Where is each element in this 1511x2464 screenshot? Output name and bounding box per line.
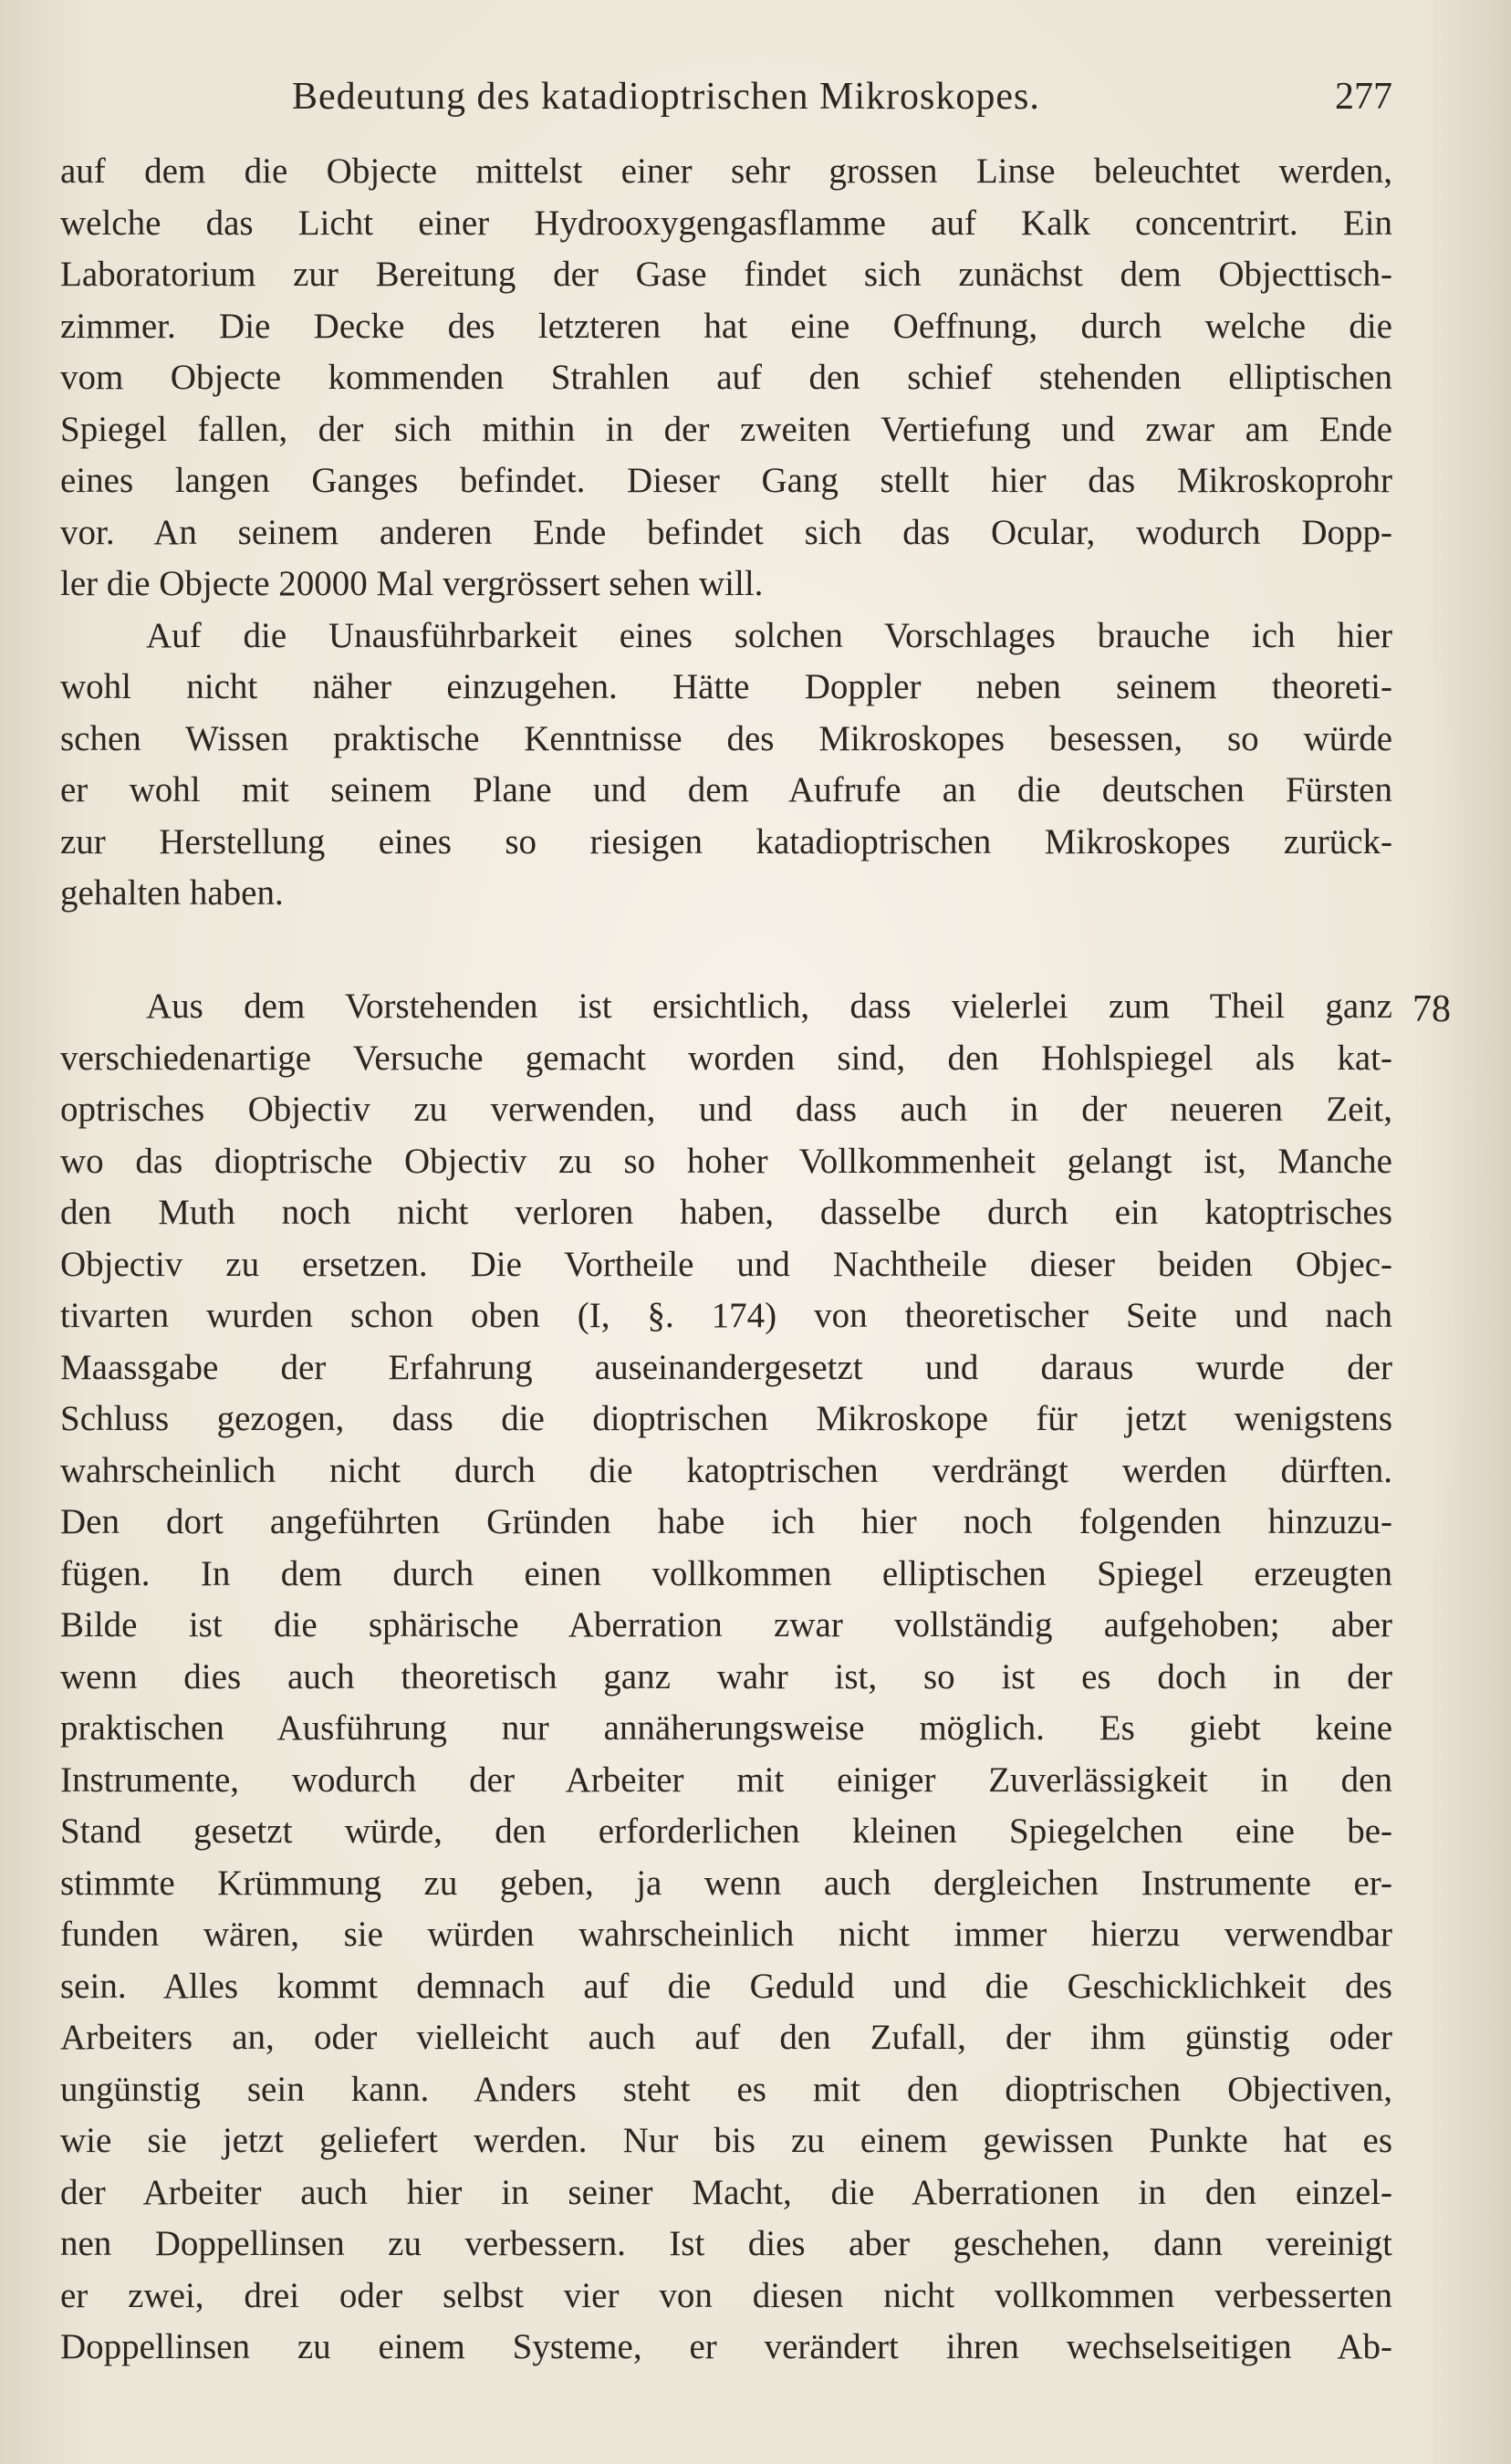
text-line: funden wären, sie würden wahrscheinlich nicht immer hierzu verwendbar: [60, 1915, 1392, 1954]
text-line: wie sie jetzt geliefert werden. Nur bis zu einem gewissen Punkte hat es: [60, 2121, 1392, 2160]
text-line: Arbeiters an, oder vielleicht auch auf den Zufall, der ihm günstig oder: [60, 2018, 1392, 2057]
text-line: Den dort angeführten Gründen habe ich hier noch folgenden hinzuzu-: [60, 1502, 1392, 1541]
text-line: der Arbeiter auch hier in seiner Macht, die Aberrationen in den einzel-: [60, 2172, 1392, 2212]
paragraph: [60, 611, 1392, 920]
text-line: wohl nicht näher einzugehen. Hätte Doppler neben seinem theoreti-: [60, 667, 1392, 706]
text-line: wo das dioptrische Objectiv zu so hoher Vollkommenheit gelangt ist, Manche: [60, 1141, 1392, 1181]
text-line: den Muth noch nicht verloren haben, dasselbe durch ein katoptrisches: [60, 1193, 1392, 1232]
text-line: welche das Licht einer Hydrooxygengasflamme auf Kalk concentrirt. Ein: [60, 203, 1392, 243]
text-line: tivarten wurden schon oben (I, §. 174) von theoretischer Seite und nach: [60, 1296, 1392, 1335]
text-line: Spiegel fallen, der sich mithin in der zweiten Vertiefung und zwar am Ende: [60, 409, 1392, 449]
text-line: Schluss gezogen, dass die dioptrischen Mikroskope für jetzt wenigstens: [60, 1399, 1392, 1438]
running-title: Bedeutung des katadioptrischen Mikroskopes.: [292, 76, 1040, 118]
paragraph: [60, 981, 1392, 2374]
text-line: Doppellinsen zu einem Systeme, er verändert ihren wechselseitigen Ab-: [60, 2327, 1392, 2366]
text-line: er wohl mit seinem Plane und dem Aufrufe an die deutschen Fürsten: [60, 770, 1392, 809]
page-number: 277: [1335, 76, 1392, 118]
text-line: stimmte Krümmung zu geben, ja wenn auch dergleichen Instrumente er-: [60, 1863, 1392, 1903]
text-line: gehalten haben.: [60, 873, 284, 913]
text-line: ler die Objecte 20000 Mal vergrössert sehen will.: [60, 564, 764, 603]
text-line: Instrumente, wodurch der Arbeiter mit einiger Zuverlässigkeit in den: [60, 1759, 1392, 1800]
text-line: verschiedenartige Versuche gemacht worden sind, den Hohlspiegel als kat-: [60, 1038, 1392, 1078]
text-line: eines langen Ganges befindet. Dieser Gang stellt hier das Mikroskoprohr: [60, 461, 1392, 500]
text-line: er zwei, drei oder selbst vier von diesen nicht vollkommen verbesserten: [60, 2275, 1392, 2315]
text-line: nen Doppellinsen zu verbessern. Ist dies aber geschehen, dann vereinigt: [60, 2224, 1392, 2263]
text-line: zur Herstellung eines so riesigen katadioptrischen Mikroskopes zurück-: [60, 821, 1392, 861]
text-block-section-78: [60, 981, 1392, 2374]
text-line: Objectiv zu ersetzen. Die Vortheile und Nachtheile dieser beiden Objec-: [60, 1244, 1392, 1284]
text-line: Maassgabe der Erfahrung auseinandergesetzt und daraus wurde der: [60, 1347, 1392, 1387]
text-line: vor. An seinem anderen Ende befindet sich das Ocular, wodurch Dopp-: [60, 512, 1392, 552]
text-line: optrisches Objectiv zu verwenden, und dass auch in der neueren Zeit,: [60, 1090, 1392, 1129]
margin-section-number: 78: [1412, 988, 1451, 1030]
text-line: wenn dies auch theoretisch ganz wahr ist, so ist es doch in der: [60, 1656, 1392, 1697]
text-line: auf dem die Objecte mittelst einer sehr grossen Linse beleuchtet werden,: [60, 151, 1392, 191]
text-line: praktischen Ausführung nur annäherungsweise möglich. Es giebt keine: [60, 1708, 1392, 1748]
text-line: schen Wissen praktische Kenntnisse des Mikroskopes besessen, so würde: [60, 718, 1392, 758]
text-line: Bilde ist die sphärische Aberration zwar vollständig aufgehoben; aber: [60, 1605, 1392, 1644]
text-line: ungünstig sein kann. Anders steht es mit den dioptrischen Objectiven,: [60, 2069, 1392, 2109]
text-line: fügen. In dem durch einen vollkommen elliptischen Spiegel erzeugten: [60, 1553, 1392, 1593]
text-line: vom Objecte kommenden Strahlen auf den schief stehenden elliptischen: [60, 358, 1392, 397]
paragraph: [60, 146, 1392, 611]
text-line: Laboratorium zur Bereitung der Gase findet sich zunächst dem Objecttisch-: [60, 255, 1392, 294]
text-line: sein. Alles kommt demnach auf die Geduld und die Geschicklichkeit des: [60, 1966, 1392, 2006]
text-block-top: [60, 146, 1392, 920]
text-line: wahrscheinlich nicht durch die katoptrischen verdrängt werden dürften.: [60, 1450, 1392, 1490]
text-line: Auf die Unausführbarkeit eines solchen Vorschlages brauche ich hier: [146, 615, 1392, 655]
text-line: Aus dem Vorstehenden ist ersichtlich, dass vielerlei zum Theil ganz: [146, 987, 1392, 1026]
text-line: zimmer. Die Decke des letzteren hat eine Oeffnung, durch welche die: [60, 306, 1392, 346]
text-line: Stand gesetzt würde, den erforderlichen kleinen Spiegelchen eine be-: [60, 1811, 1392, 1851]
running-head: [60, 75, 1392, 130]
